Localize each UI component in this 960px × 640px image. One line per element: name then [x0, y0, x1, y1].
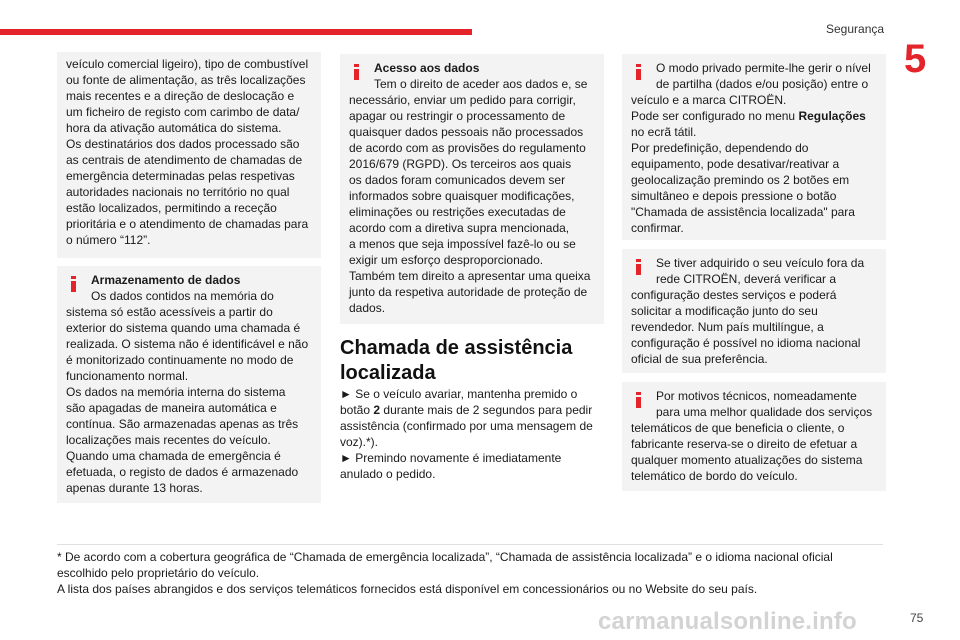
text-line: hora da ativação automática do sistema.	[66, 121, 282, 135]
text-line: exterior do sistema quando uma chamada é	[66, 321, 301, 335]
text-line: no ecrã tátil.	[631, 125, 697, 139]
text-line: solicitar a modificação junto do seu	[631, 304, 818, 318]
info-icon	[632, 259, 645, 275]
text-line: simultâneo e depois pressione o botão	[631, 189, 837, 203]
updates-box	[622, 382, 886, 491]
private-mode-box	[622, 54, 886, 240]
data-access-box	[340, 54, 604, 324]
text-line: sistema só estão acessíveis a partir do	[66, 305, 273, 319]
text-line: telemático de bordo do veículo.	[631, 469, 798, 483]
procedure-text	[340, 386, 604, 482]
text-line: Os dados contidos na memória do	[91, 289, 274, 303]
section-title: Segurança	[826, 22, 885, 36]
text-line: ou fonte de alimentação, as três localizações	[66, 73, 306, 87]
footnote-line: escolhido pelo proprietário do veículo.	[57, 566, 260, 580]
info-icon	[67, 276, 80, 292]
text-line: Os destinatários dos dados processado são	[66, 137, 300, 151]
text-line: fabricante reserva-se o direito de efetuar a	[631, 437, 858, 451]
text-line: O modo privado permite-lhe gerir o nível	[656, 61, 871, 75]
text-line: emergência determinadas pelas respetivas	[66, 169, 295, 183]
text-line: confirmar.	[631, 221, 684, 235]
watermark: carmanualsonline.info	[598, 608, 857, 635]
section-heading: Chamada de assistência localizada	[340, 337, 573, 384]
text-line: para uma melhor qualidade dos serviços	[656, 405, 873, 419]
text-line: Por predefinição, dependendo do	[631, 141, 809, 155]
text-line: revendedor. Num país multilíngue, a	[631, 320, 824, 334]
text-line: os dados foram comunicados devem ser	[349, 173, 566, 187]
procedure-step-1: ► Se o veículo avariar, mantenha premido o botão 2 durante mais de 2 segundos para pedir assistência (confirmado por uma mensagem de voz).*).	[340, 387, 593, 449]
info-icon	[632, 64, 645, 80]
text-line: configuração é possível no idioma nacional	[631, 336, 861, 350]
text-line: Tem o direito de aceder aos dados e, se	[374, 77, 588, 91]
text-line: necessário, enviar um pedido para corrigir,	[349, 93, 576, 107]
network-box	[622, 249, 886, 373]
text-line: mais recentes e a direção de deslocação e	[66, 89, 295, 103]
text-line: autoridades nacionais no território no qual	[66, 185, 290, 199]
text-line: apenas durante 13 horas.	[66, 481, 203, 495]
text-line: acordo com a diretiva supra mencionada,	[349, 221, 570, 235]
info-icon	[632, 392, 645, 408]
text-line: eliminações ou restrições executadas de	[349, 205, 566, 219]
text-line: exigir um esforço desproporcionado.	[349, 253, 544, 267]
text-line: funcionamento normal.	[66, 369, 189, 383]
text-line: Por motivos técnicos, nomeadamente	[656, 389, 857, 403]
text-line: efetuada, o registo de dados é armazenado	[66, 465, 299, 479]
info-icon	[350, 64, 363, 80]
chapter-number: 5	[904, 37, 927, 81]
text-line: rede CITROËN, deverá verificar a	[656, 272, 837, 286]
data-storage-box	[57, 266, 321, 503]
text-line: localizações mais recentes do veículo.	[66, 433, 271, 447]
text-line: estão localizados, permitindo a receção	[66, 201, 277, 215]
text-line: configuração destes serviços e poderá	[631, 288, 837, 302]
text-line: são apagadas de maneira automática e	[66, 401, 277, 415]
procedure-step-2: ► Premindo novamente é imediatamente anulado o pedido.	[340, 451, 562, 481]
footnote-line: A lista dos países abrangidos e dos serviços telemáticos fornecidos está disponível em concessionários ou no Website do seu país.	[57, 582, 758, 596]
text-line: é monitorizado continuamente no modo de	[66, 353, 294, 367]
box-title: Acesso aos dados	[374, 61, 480, 75]
text-line: as centrais de atendimento de chamadas de	[66, 153, 303, 167]
text-line: telemáticos de que beneficia o cliente, o	[631, 421, 845, 435]
footnote-divider	[57, 544, 883, 545]
text-line: 2016/679 (RGPD). Os terceiros aos quais	[349, 157, 572, 171]
continued-info-box	[57, 52, 321, 258]
footnote	[57, 549, 887, 597]
text-line: realizada. O sistema não é identificável e não	[66, 337, 309, 351]
page-number: 75	[910, 611, 924, 625]
text-line: contínua. São armazenadas apenas as três	[66, 417, 299, 431]
text-line: apagar ou restringir o processamento de	[349, 109, 566, 123]
text-line: Pode ser configurado no menu Regulações	[631, 109, 866, 123]
text-line: oficial de sua preferência.	[631, 352, 768, 366]
text-line: de acordo com as provisões do regulamento	[349, 141, 586, 155]
text-line: a menos que seja impossível fazê-lo ou se	[349, 237, 576, 251]
text-line: dados.	[349, 301, 386, 315]
text-line: qualquer momento atualizações do sistema	[631, 453, 863, 467]
text-line: Se tiver adquirido o seu veículo fora da	[656, 256, 865, 270]
text-line: Quando uma chamada de emergência é	[66, 449, 281, 463]
header-red-bar	[0, 29, 472, 35]
text-line: quaisquer dados pessoais não processados	[349, 125, 584, 139]
text-line: Os dados na memória interna do sistema	[66, 385, 286, 399]
text-line: informados sobre quaisquer modificações,	[349, 189, 575, 203]
text-line: geolocalização premindo os 2 botões em	[631, 173, 850, 187]
text-line: veículo e a marca CITROËN.	[631, 93, 787, 107]
text-line: de partilha (dados e/ou posição) entre o	[656, 77, 869, 91]
text-line: "Chamada de assistência localizada" para	[631, 205, 855, 219]
text-line: prioritária e o atendimento de chamadas para	[66, 217, 309, 231]
text-line: o número “112”.	[66, 233, 151, 247]
text-line: equipamento, pode desativar/reativar a	[631, 157, 840, 171]
box-title: Armazenamento de dados	[91, 273, 241, 287]
text-line: veículo comercial ligeiro), tipo de combustível	[66, 57, 309, 71]
footnote-line: * De acordo com a cobertura geográfica de “Chamada de emergência localizada”, “Chamada de assistência localizada” e o idioma nacional oficial	[57, 550, 833, 564]
text-line: junto da respetiva autoridade de proteção de	[349, 285, 588, 299]
text-line: um ficheiro de registo com carimbo de data/	[66, 105, 300, 119]
text-line: Também tem direito a apresentar uma queixa	[349, 269, 591, 283]
